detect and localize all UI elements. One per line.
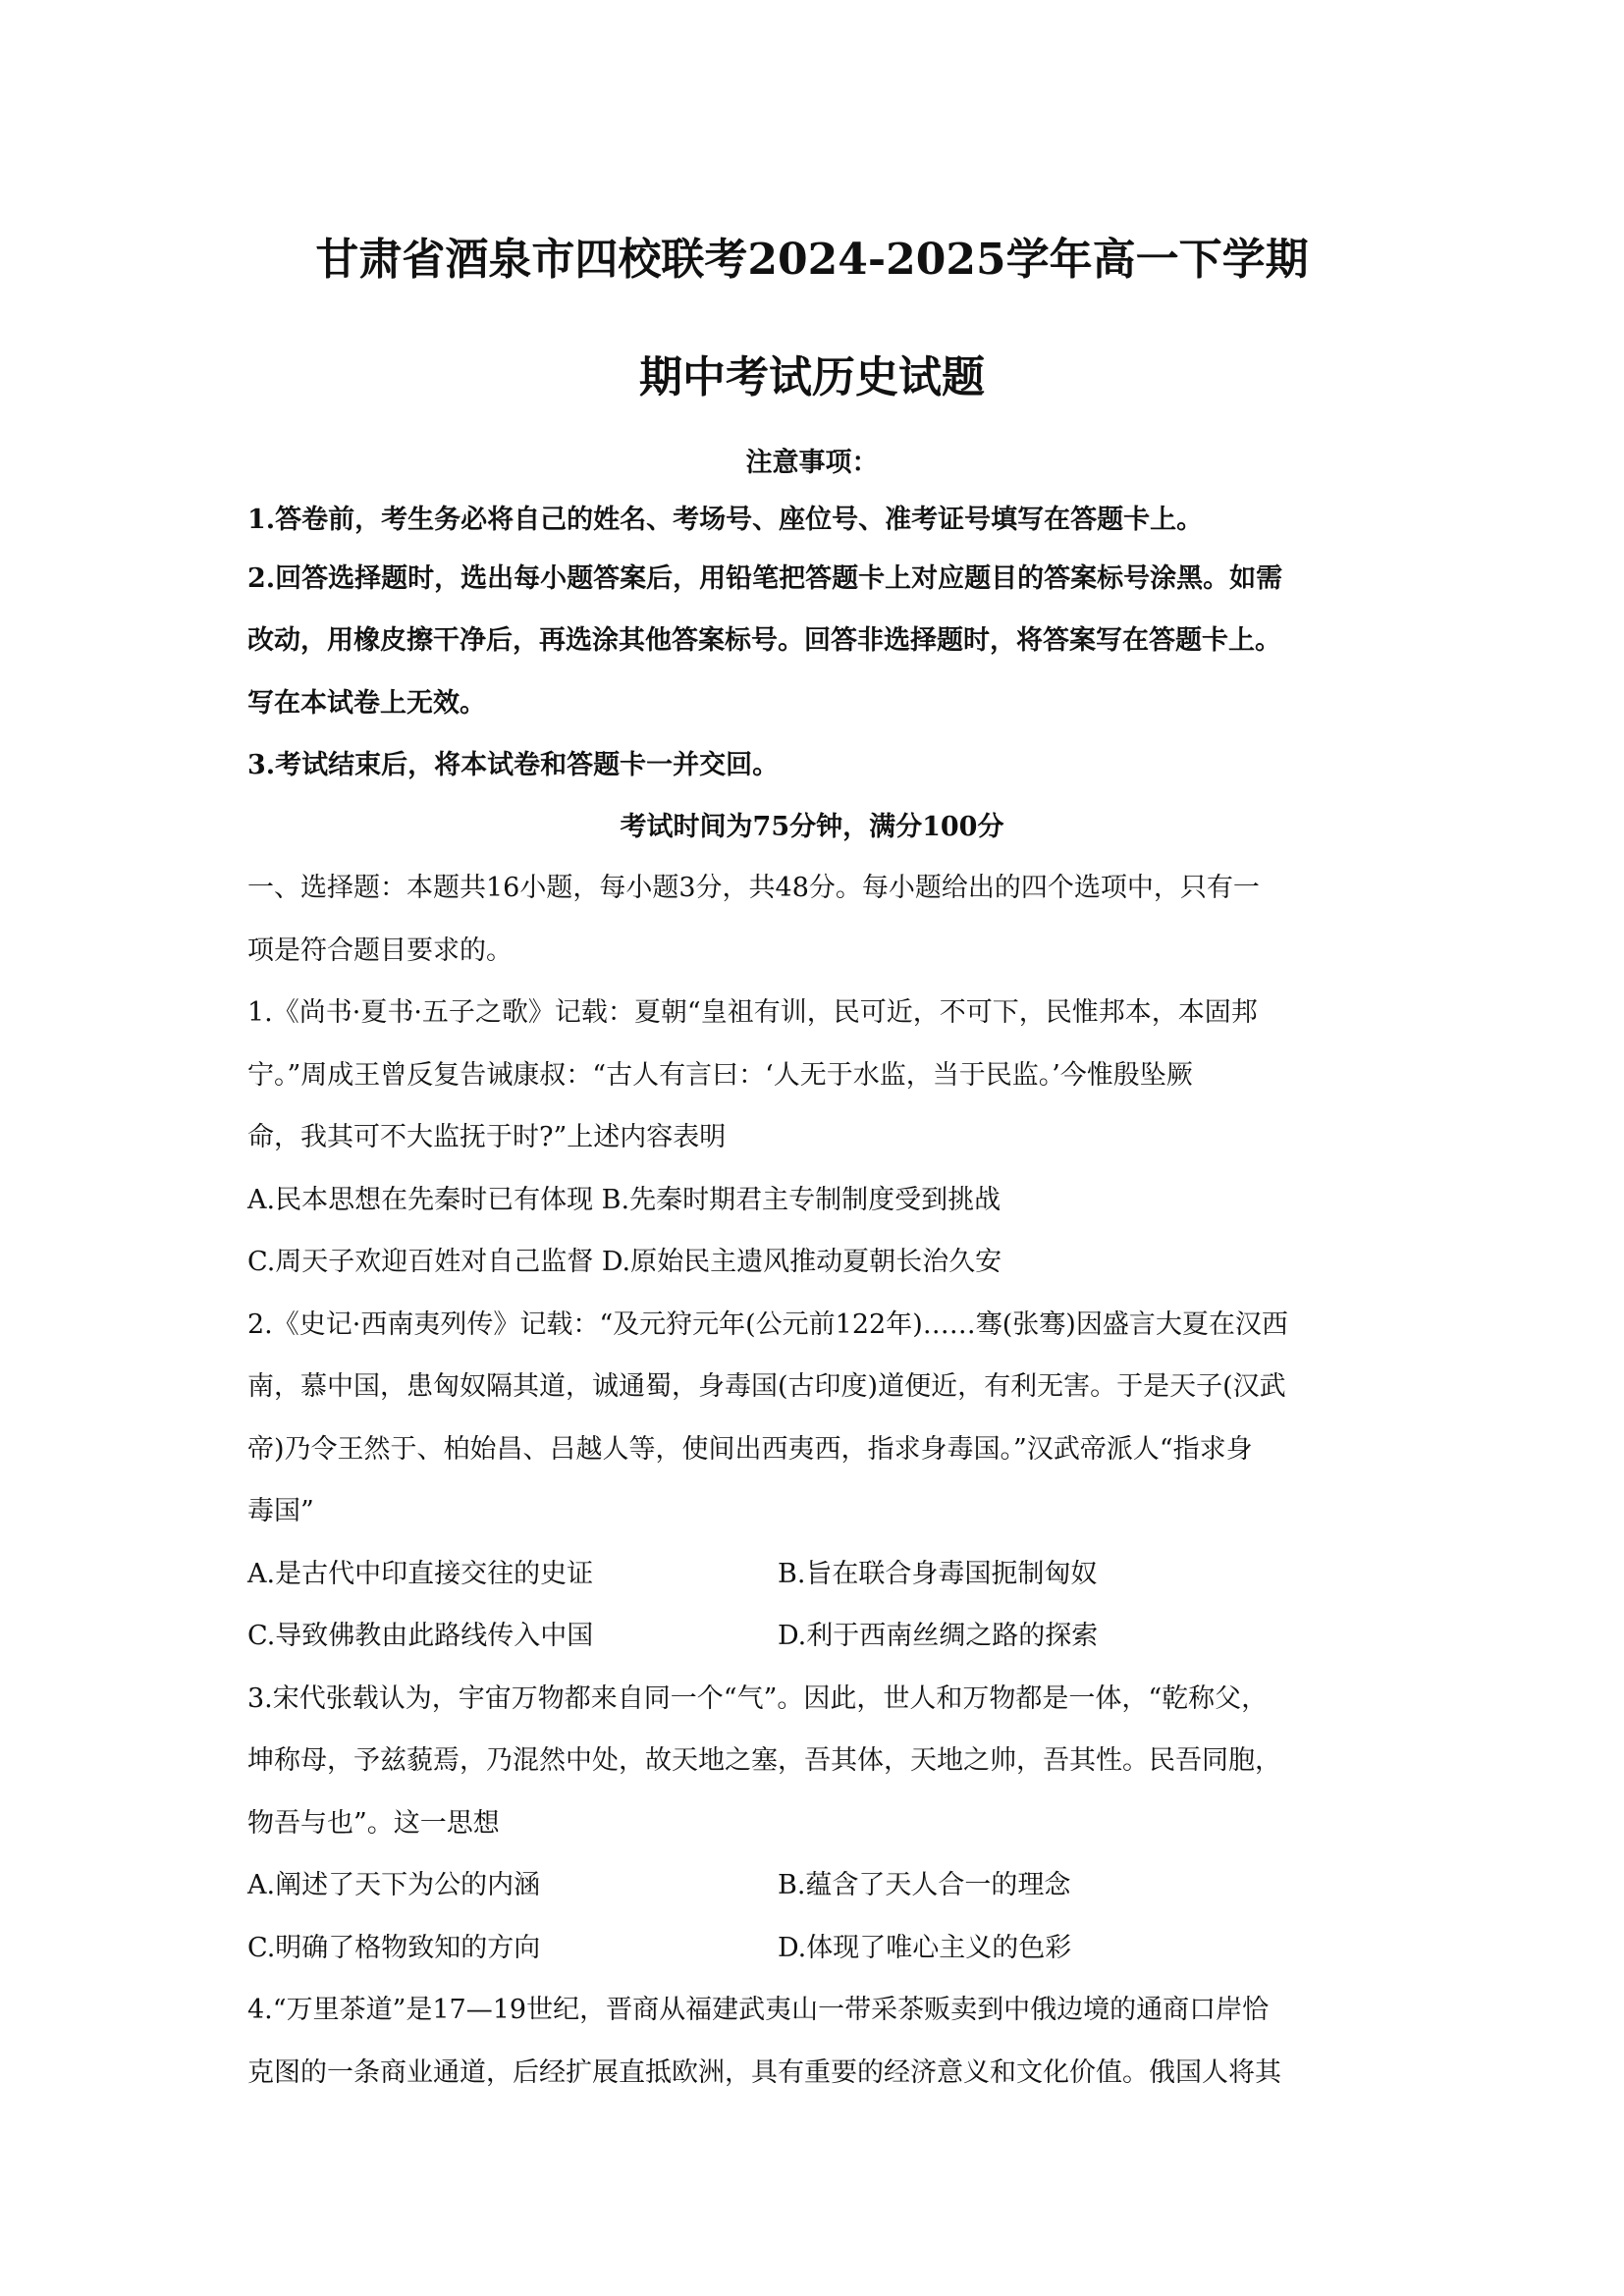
q1-stem-line2: 宁。”周成王曾反复告诫康叔：“古人有言曰：‘人无于水监，当于民监。’今惟殷坠厥 [247,1060,1193,1091]
notice-item-2-line1: 2.回答选择题时，选出每小题答案后，用铅笔把答题卡上对应题目的答案标号涂黑。如需 [247,563,1283,594]
page-title-line1: 甘肃省酒泉市四校联考2024-2025学年高一下学期 [315,235,1309,285]
q3-options-row1 [247,1866,1071,1905]
q2-stem-line1: 2.《史记·西南夷列传》记载：“及元狩元年(公元前122年)……骞(张骞)因盛言大夏在汉西 [247,1309,1288,1340]
q2-options-row1 [247,1555,1098,1594]
notice-item-2-line2: 改动，用橡皮擦干净后，再选涂其他答案标号。回答非选择题时，将答案写在答题卡上。 [247,625,1281,656]
q3-stem-line3: 物吾与也”。这一思想 [247,1808,500,1839]
notice-item-2-line3: 写在本试卷上无效。 [247,688,486,719]
q4-stem-line1: 4.“万里茶道”是17—19世纪，晋商从福建武夷山一带采茶贩卖到中俄边境的通商口岸恰 [247,1995,1270,2025]
notice-item-1: 1.答卷前，考生务必将自己的姓名、考场号、座位号、准考证号填写在答题卡上。 [247,505,1204,535]
q1-options-line2: C.周天子欢迎百姓对自己监督 D.原始民主遗风推动夏朝长治久安 [247,1247,1002,1277]
notice-item-3: 3.考试结束后，将本试卷和答题卡一并交回。 [247,750,780,780]
q3-stem-line2: 坤称母，予兹藐焉，乃混然中处，故天地之塞，吾其体，天地之帅，吾其性。民吾同胞， [247,1745,1281,1776]
q3-options-row2 [247,1929,1072,1968]
q2-stem-line3: 帝)乃令王然于、柏始昌、吕越人等，使间出西夷西，指求身毒国。”汉武帝派人“指求身 [247,1434,1253,1465]
q1-stem-line1: 1.《尚书·夏书·五子之歌》记载：夏朝“皇祖有训，民可近，不可下，民惟邦本，本固邦 [247,997,1258,1028]
q1-options-line1: A.民本思想在先秦时已有体现 B.先秦时期君主专制制度受到挑战 [247,1185,1001,1215]
q2-option-c: C.导致佛教由此路线传入中国 [247,1621,594,1651]
q2-stem-line2: 南，慕中国，患匈奴隔其道，诚通蜀，身毒国(古印度)道便近，有利无害。于是天子(汉武 [247,1371,1286,1402]
section1-instruction-line1: 一、选择题：本题共16小题，每小题3分，共48分。每小题给出的四个选项中，只有一 [247,873,1260,903]
q3-option-d: D.体现了唯心主义的色彩 [778,1933,1072,1963]
q2-options-row2 [247,1617,1099,1656]
q2-stem-line4: 毒国” [247,1496,314,1526]
q3-stem-line1: 3.宋代张载认为，宇宙万物都来自同一个“气”。因此，世人和万物都是一体，“乾称父， [247,1683,1269,1714]
section1-instruction-line2: 项是符合题目要求的。 [247,935,513,966]
q3-option-c: C.明确了格物致知的方向 [247,1933,541,1963]
page-title-line2: 期中考试历史试题 [639,352,985,402]
q4-stem-line2: 克图的一条商业通道，后经扩展直抵欧洲，具有重要的经济意义和文化价值。俄国人将其 [247,2057,1281,2088]
exam-info: 考试时间为75分钟，满分100分 [620,812,1004,842]
notice-heading: 注意事项： [745,448,879,478]
q3-option-b: B.蕴含了天人合一的理念 [778,1870,1071,1900]
q2-option-b: B.旨在联合身毒国扼制匈奴 [778,1559,1098,1589]
q1-stem-line3: 命，我其可不大监抚于时?”上述内容表明 [247,1122,727,1152]
q2-option-a: A.是古代中印直接交往的史证 [247,1559,594,1589]
q2-option-d: D.利于西南丝绸之路的探索 [778,1621,1099,1651]
q3-option-a: A.阐述了天下为公的内涵 [247,1870,541,1900]
